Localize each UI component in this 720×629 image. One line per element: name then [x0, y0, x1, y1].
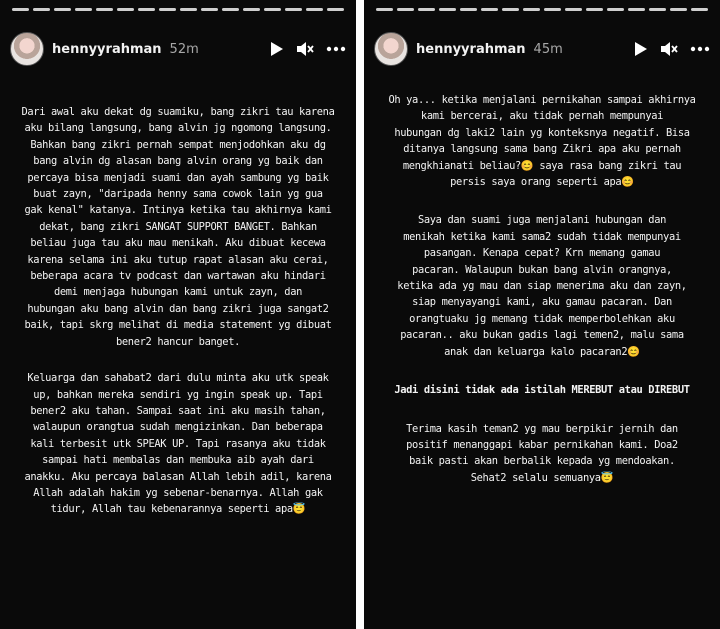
story-paragraph: Saya dan suami juga menjalani hubungan dan menikah ketika kami sama2 sudah tidak mempunyai pasangan. Kenapa cepat? Krn memang gamau pacaran. Walaupun bukan bang alvin orangnya, ketika ada yg mau dan siap menerima aku dan zayn, siap menyayangi kami, aku gamau pacaran. Dan orangtuaku jg memang tidak memperbolehkan aku pacaran.. aku bukan gadis lagi temen2, malu sama anak dan keluarga kalo pacaran2😊: [397, 214, 687, 358]
progress-segment: [75, 8, 92, 11]
progress-segment: [649, 8, 666, 11]
volume-mute-icon[interactable]: [660, 41, 678, 57]
story-header: [10, 30, 346, 68]
progress-segment: [285, 8, 302, 11]
progress-segment: [481, 8, 498, 11]
story-progress-bar: [376, 8, 708, 11]
more-icon[interactable]: [690, 46, 710, 52]
progress-segment: [397, 8, 414, 11]
progress-segment: [418, 8, 435, 11]
progress-segment: [691, 8, 708, 11]
progress-segment: [180, 8, 197, 11]
progress-segment: [523, 8, 540, 11]
progress-segment: [439, 8, 456, 11]
progress-segment: [544, 8, 561, 11]
story-time: 45m: [533, 41, 563, 57]
story-paragraph: Keluarga dan sahabat2 dari dulu minta aku utk speak up, bahkan mereka sendiri yg ingin speak up. Tapi bener2 aku tahan. Sampai saat ini aku masih tahan, walaupun orangtua sudah mengizinkan. Dan beberapa kali terbesit utk SPEAK UP. Tapi rasanya aku tidak sampai hati membalas dan membuka aib ayah dari anakku. Aku percaya balasan Allah lebih adil, karena Allah adalah hakim yg sebenar-benarnya. Allah gak tidur, Allah tau kebenarannya seperti apa😇: [24, 372, 332, 516]
story-header: [374, 30, 710, 68]
progress-segment: [502, 8, 519, 11]
story-paragraph-emphasis: Jadi disini tidak ada istilah MEREBUT atau DIREBUT: [394, 384, 690, 397]
avatar[interactable]: [374, 32, 408, 66]
username[interactable]: hennyyrahman: [52, 41, 162, 57]
volume-mute-icon[interactable]: [296, 41, 314, 57]
progress-segment: [376, 8, 393, 11]
story-paragraph: Oh ya... ketika menjalani pernikahan sampai akhirnya kami bercerai, aku tidak pernah mempunyai hubungan dg laki2 lain yg konteksnya negatif. Bisa ditanya langsung sama bang Zikri apa aku pernah mengkhianati beliau?😊 saya rasa bang zikri tau persis saya orang seperti apa😊: [388, 94, 696, 189]
story-paragraph: Terima kasih teman2 yg mau berpikir jernih dan positif menanggapi kabar pernikahan kami. Doa2 baik pasti akan berbalik kepada yg mendoakan. Sehat2 selalu semuanya😇: [406, 422, 678, 484]
progress-segment: [12, 8, 29, 11]
progress-segment: [460, 8, 477, 11]
progress-segment: [586, 8, 603, 11]
story-progress-bar: [12, 8, 344, 11]
story-paragraph: Dari awal aku dekat dg suamiku, bang zikri tau karena aku bilang langsung, bang alvin jg ngomong langsung. Bahkan bang zikri pernah sempat menjodohkan aku dg bang alvin dg alasan bang alvin orang yg baik dan percaya bisa menjadi suami dan ayah sambung yg baik buat zayn, "daripada henny sama cowok lain yg gua gak kenal" katanya. Intinya ketika tau akhirnya kami dekat, bang zikri SANGAT SUPPORT BANGET. Bahkan beliau juga tau aku mau menikah. Aku dibuat kecewa karena selama ini aku tutup rapat alasan aku cerai, beberapa acara tv podcast dan wartawan aku hindari demi menjaga hubungan kami untuk zayn, dan hubungan aku bang alvin dan bang zikri juga sangat2 baik, tapi skrg melihat di media statement yg dibuat bener2 hancur banget.: [21, 106, 335, 348]
story-right: [364, 0, 720, 629]
story-controls: [634, 41, 710, 57]
progress-segment: [628, 8, 645, 11]
avatar[interactable]: [10, 32, 44, 66]
progress-segment: [222, 8, 239, 11]
progress-segment: [607, 8, 624, 11]
progress-segment: [96, 8, 113, 11]
story-text: [374, 92, 710, 486]
more-icon[interactable]: [326, 46, 346, 52]
progress-segment: [201, 8, 218, 11]
play-icon[interactable]: [634, 41, 648, 57]
progress-segment: [565, 8, 582, 11]
progress-segment: [243, 8, 260, 11]
progress-segment: [306, 8, 323, 11]
progress-segment: [138, 8, 155, 11]
story-time: 52m: [169, 41, 199, 57]
username[interactable]: hennyyrahman: [416, 41, 526, 57]
progress-segment: [33, 8, 50, 11]
story-left: [0, 0, 356, 629]
progress-segment: [117, 8, 134, 11]
progress-segment: [159, 8, 176, 11]
progress-segment: [54, 8, 71, 11]
progress-segment: [264, 8, 281, 11]
progress-segment: [327, 8, 344, 11]
play-icon[interactable]: [270, 41, 284, 57]
progress-segment: [670, 8, 687, 11]
story-text: [10, 104, 346, 518]
story-controls: [270, 41, 346, 57]
